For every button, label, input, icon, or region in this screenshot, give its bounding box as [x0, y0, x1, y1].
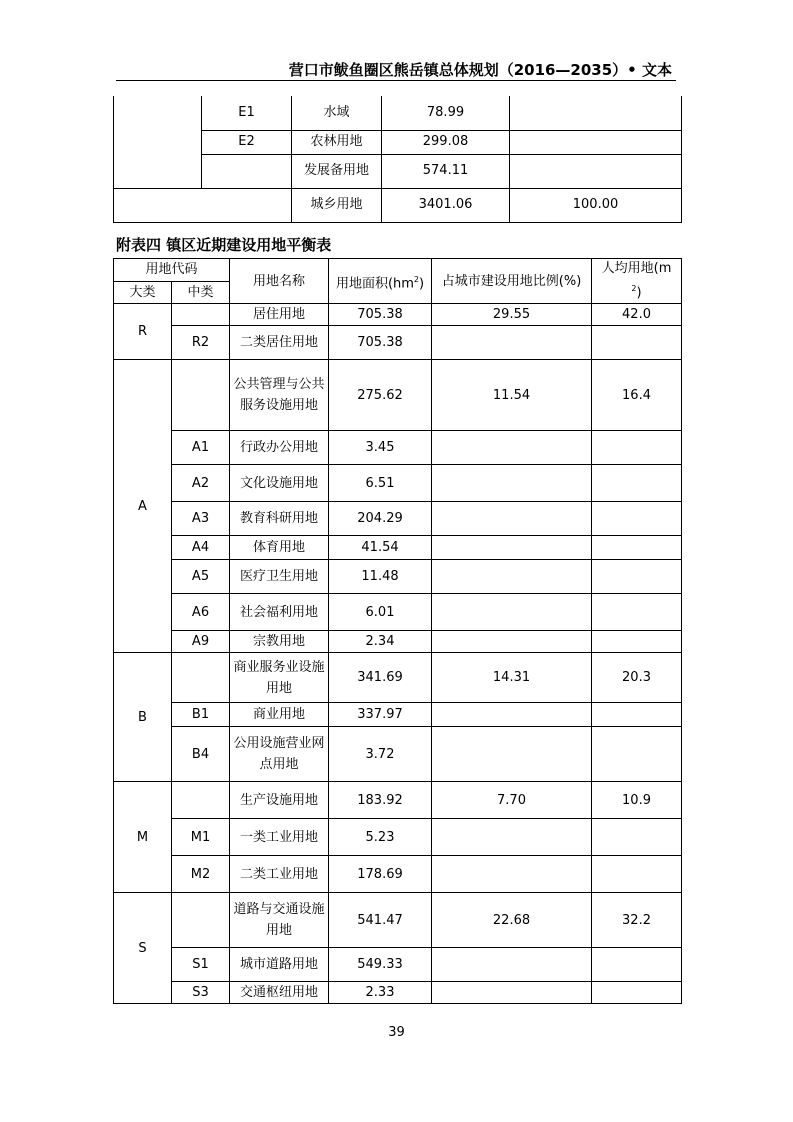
ratio-cell	[432, 465, 592, 502]
table-row	[114, 727, 682, 782]
table-row	[114, 360, 682, 431]
table-row	[114, 304, 682, 326]
mid-cell	[172, 360, 230, 431]
mid-cell: B1	[172, 703, 230, 727]
section-title: 附表四 镇区近期建设用地平衡表	[116, 236, 332, 254]
per-capita-cell	[592, 948, 682, 982]
table-row	[114, 631, 682, 653]
per-capita-cell	[592, 502, 682, 536]
mid-cell	[172, 653, 230, 703]
mid-cell	[172, 782, 230, 819]
per-capita-cell	[592, 631, 682, 653]
mid-cell: A2	[172, 465, 230, 502]
per-capita-cell	[592, 819, 682, 856]
name-cell: 社会福利用地	[230, 594, 329, 631]
table-row	[114, 465, 682, 502]
table-row	[114, 782, 682, 819]
name-cell: 体育用地	[230, 536, 329, 560]
area-cell: 6.51	[329, 465, 432, 502]
header-per-capita: 人均用地(m $^2$)	[592, 259, 682, 304]
ratio-cell: 14.31	[432, 653, 592, 703]
ratio-cell	[432, 856, 592, 893]
major-cell: S	[114, 893, 172, 1004]
area-cell: 2.34	[329, 631, 432, 653]
code-cell: E2	[202, 130, 292, 154]
table-row	[114, 653, 682, 703]
area-cell: 299.08	[382, 130, 510, 154]
major-cell: A	[114, 360, 172, 653]
per-capita-cell	[592, 431, 682, 465]
area-cell: 3.45	[329, 431, 432, 465]
ratio-cell: 100.00	[510, 188, 682, 222]
name-cell: 一类工业用地	[230, 819, 329, 856]
per-capita-cell	[592, 727, 682, 782]
name-cell: 二类工业用地	[230, 856, 329, 893]
area-cell: 337.97	[329, 703, 432, 727]
name-cell: 文化设施用地	[230, 465, 329, 502]
ratio-cell	[510, 130, 682, 154]
near-term-land-balance-table	[113, 258, 682, 1004]
major-cell: M	[114, 782, 172, 893]
name-cell: 商业用地	[230, 703, 329, 727]
table-row	[114, 594, 682, 631]
ratio-cell	[432, 594, 592, 631]
table-row	[114, 560, 682, 594]
per-capita-cell: 20.3	[592, 653, 682, 703]
table-row	[114, 536, 682, 560]
name-cell: 道路与交通设施用地	[230, 893, 329, 948]
ratio-cell	[432, 727, 592, 782]
mid-cell	[172, 893, 230, 948]
per-capita-cell	[592, 594, 682, 631]
area-cell: 275.62	[329, 360, 432, 431]
name-cell: 城乡用地	[292, 188, 382, 222]
header-major: 大类	[114, 281, 172, 304]
header-rule	[116, 80, 676, 81]
ratio-cell	[432, 982, 592, 1004]
per-capita-cell	[592, 982, 682, 1004]
per-capita-cell	[592, 326, 682, 360]
area-cell: 204.29	[329, 502, 432, 536]
area-cell: 5.23	[329, 819, 432, 856]
name-cell: 宗教用地	[230, 631, 329, 653]
name-cell: 生产设施用地	[230, 782, 329, 819]
area-cell: 6.01	[329, 594, 432, 631]
ratio-cell	[432, 502, 592, 536]
per-capita-cell: 10.9	[592, 782, 682, 819]
ratio-cell	[432, 819, 592, 856]
mid-cell: A6	[172, 594, 230, 631]
name-cell: 商业服务业设施用地	[230, 653, 329, 703]
ratio-cell	[432, 948, 592, 982]
mid-cell: A1	[172, 431, 230, 465]
name-cell: 公用设施营业网点用地	[230, 727, 329, 782]
name-cell: 交通枢纽用地	[230, 982, 329, 1004]
table-row	[114, 326, 682, 360]
area-cell: 78.99	[382, 96, 510, 130]
name-cell: 公共管理与公共服务设施用地	[230, 360, 329, 431]
mid-cell: A9	[172, 631, 230, 653]
area-cell: 341.69	[329, 653, 432, 703]
per-capita-cell	[592, 856, 682, 893]
table-header-row	[114, 259, 682, 282]
per-capita-cell: 16.4	[592, 360, 682, 431]
major-cell: B	[114, 653, 172, 782]
table-row	[114, 703, 682, 727]
area-cell: 3.72	[329, 727, 432, 782]
area-cell: 3401.06	[382, 188, 510, 222]
area-cell: 705.38	[329, 304, 432, 326]
name-cell: 城市道路用地	[230, 948, 329, 982]
table-row	[114, 502, 682, 536]
ratio-cell: 11.54	[432, 360, 592, 431]
mid-cell	[172, 304, 230, 326]
area-cell: 541.47	[329, 893, 432, 948]
header-ratio: 占城市建设用地比例(%)	[432, 259, 592, 304]
name-cell: 二类居住用地	[230, 326, 329, 360]
header-mid: 中类	[172, 281, 230, 304]
table-row	[114, 982, 682, 1004]
mid-cell: S1	[172, 948, 230, 982]
ratio-cell	[510, 154, 682, 188]
table-row	[114, 893, 682, 948]
area-cell: 2.33	[329, 982, 432, 1004]
name-cell: 医疗卫生用地	[230, 560, 329, 594]
ratio-cell	[432, 536, 592, 560]
document-header-title: 营口市鲅鱼圈区熊岳镇总体规划（2016—2035）• 文本	[288, 61, 672, 79]
name-cell: 行政办公用地	[230, 431, 329, 465]
name-cell: 农林用地	[292, 130, 382, 154]
name-cell: 教育科研用地	[230, 502, 329, 536]
area-cell: 178.69	[329, 856, 432, 893]
per-capita-cell	[592, 536, 682, 560]
ratio-cell	[432, 560, 592, 594]
table-row	[114, 948, 682, 982]
blank-cell	[114, 188, 292, 222]
land-use-table-continued	[113, 96, 682, 223]
per-capita-cell: 42.0	[592, 304, 682, 326]
mid-cell: S3	[172, 982, 230, 1004]
ratio-cell	[432, 703, 592, 727]
ratio-cell: 29.55	[432, 304, 592, 326]
major-cell	[114, 96, 202, 188]
name-cell: 发展备用地	[292, 154, 382, 188]
area-cell: 574.11	[382, 154, 510, 188]
ratio-cell	[432, 631, 592, 653]
header-code: 用地代码	[114, 259, 230, 282]
area-cell: 41.54	[329, 536, 432, 560]
code-cell: E1	[202, 96, 292, 130]
per-capita-cell	[592, 703, 682, 727]
header-name: 用地名称	[230, 259, 329, 304]
mid-cell: A4	[172, 536, 230, 560]
page-number: 39	[388, 1025, 405, 1040]
name-cell: 居住用地	[230, 304, 329, 326]
mid-cell: B4	[172, 727, 230, 782]
per-capita-cell: 32.2	[592, 893, 682, 948]
area-cell: 183.92	[329, 782, 432, 819]
mid-cell: R2	[172, 326, 230, 360]
mid-cell: A3	[172, 502, 230, 536]
table-row-total	[114, 188, 682, 222]
per-capita-cell	[592, 465, 682, 502]
area-cell: 549.33	[329, 948, 432, 982]
table-row	[114, 96, 682, 130]
table-row	[114, 856, 682, 893]
name-cell: 水域	[292, 96, 382, 130]
ratio-cell	[432, 431, 592, 465]
ratio-cell	[432, 326, 592, 360]
ratio-cell: 22.68	[432, 893, 592, 948]
per-capita-cell	[592, 560, 682, 594]
table-row	[114, 819, 682, 856]
code-cell	[202, 154, 292, 188]
ratio-cell: 7.70	[432, 782, 592, 819]
area-cell: 11.48	[329, 560, 432, 594]
header-area: 用地面积$(hm^2)$	[329, 259, 432, 304]
mid-cell: M2	[172, 856, 230, 893]
mid-cell: M1	[172, 819, 230, 856]
table-row	[114, 431, 682, 465]
major-cell: R	[114, 304, 172, 360]
area-cell: 705.38	[329, 326, 432, 360]
mid-cell: A5	[172, 560, 230, 594]
ratio-cell	[510, 96, 682, 130]
